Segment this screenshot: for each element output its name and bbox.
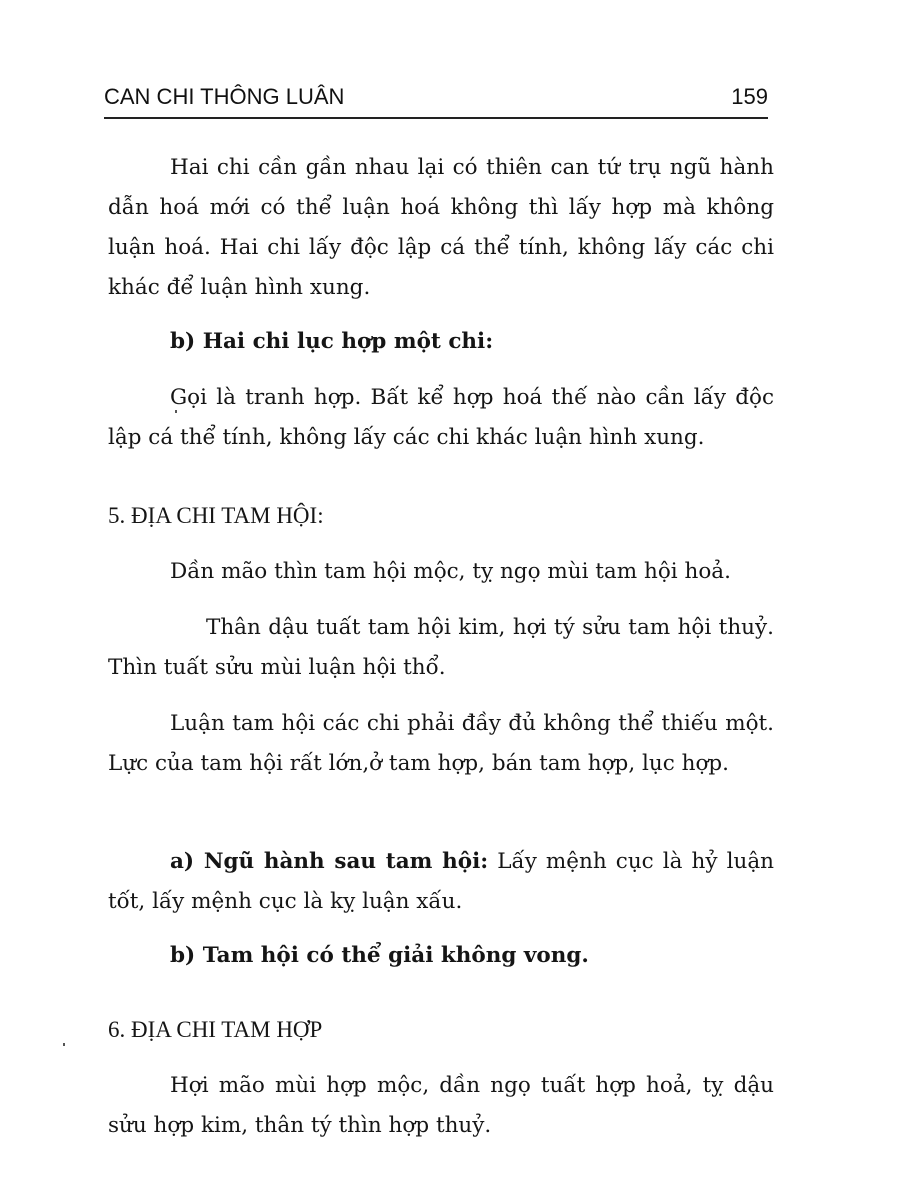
paragraph-text: Dần mão thìn tam hội mộc, tỵ ngọ mùi tam hội hoả.	[170, 559, 731, 584]
paragraph-tam-hop	[108, 1066, 774, 1146]
paragraph-text: Luận tam hội các chi phải đầy đủ không thể thiếu một. Lực của tam hội rất lớn,ở tam hợp, bán tam hợp, lục hợp.	[108, 711, 774, 776]
paragraph-text: Hai chi cần gần nhau lại có thiên can tứ trụ ngũ hành dẫn hoá mới có thể luận hoá không thì lấy hợp mà không luận hoá. Hai chi lấy độc lập cá thể tính, không lấy các chi khác để luận hình xung.	[108, 155, 774, 300]
section-heading-5	[108, 496, 774, 536]
paragraph-text: Thân dậu tuất tam hội kim, hợi tý sửu tam hội thuỷ. Thìn tuất sửu mùi luận hội thổ.	[108, 615, 774, 680]
paragraph-text: Gọi là tranh hợp. Bất kể hợp hoá thế nào cần lấy độc lập cá thể tính, không lấy các chi khác luận hình xung.	[108, 385, 774, 450]
paragraph-ngu-hanh	[108, 842, 774, 922]
paragraph-text	[108, 842, 774, 922]
paragraph-tam-hoi-3	[108, 704, 774, 784]
paragraph-tranh-hop	[108, 378, 774, 458]
running-header	[104, 80, 768, 116]
paragraph-tam-hoi-2	[108, 608, 774, 688]
header-divider	[104, 117, 768, 119]
subheading-text: b) Tam hội có thể giải không vong.	[170, 943, 589, 968]
subheading-b-khong-vong	[108, 936, 774, 976]
scan-speck	[175, 410, 177, 413]
paragraph-two-branches	[108, 148, 774, 308]
paragraph-text: Hợi mão mùi hợp mộc, dần ngọ tuất hợp hoả, tỵ dậu sửu hợp kim, thân tý thìn hợp thuỷ.	[108, 1073, 774, 1138]
paragraph-tam-hoi-1	[108, 552, 774, 592]
subheading-b-luc-hop	[108, 322, 774, 362]
page-number: 159	[731, 84, 768, 109]
subheading-text: b) Hai chi lục hợp một chi:	[170, 329, 494, 354]
scan-speck	[63, 1043, 65, 1046]
inline-subheading: a) Ngũ hành sau tam hội:	[170, 849, 489, 874]
section-heading-text: 6. ĐỊA CHI TAM HỢP	[108, 1017, 323, 1042]
section-heading-6	[108, 1010, 774, 1050]
book-title: CAN CHI THÔNG LUÂN	[104, 84, 345, 109]
section-heading-text: 5. ĐỊA CHI TAM HỘI:	[108, 503, 324, 528]
inline-text: Lấy mệnh cục là hỷ luận tốt, lấy mệnh cục là kỵ luận xấu.	[108, 849, 774, 914]
